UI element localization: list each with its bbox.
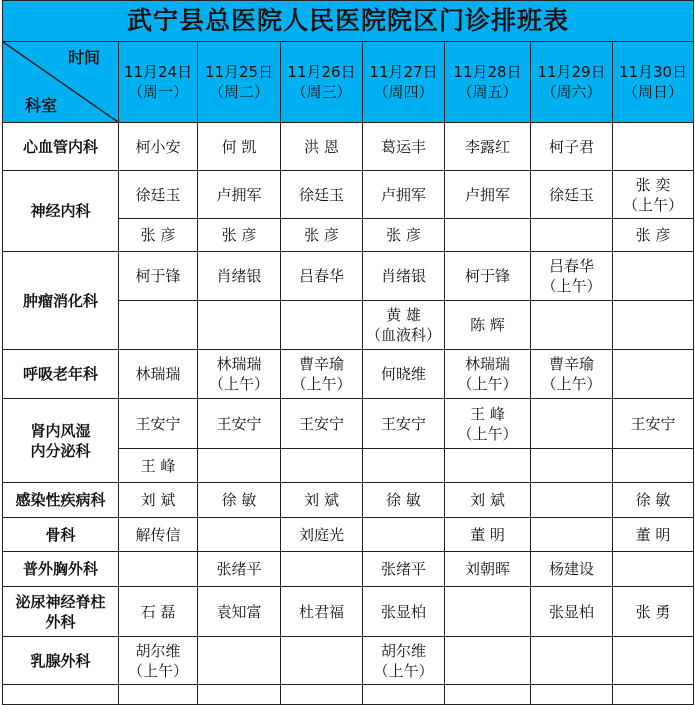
doctor-cell xyxy=(613,552,694,587)
doctor-cell: 刘 斌 xyxy=(445,483,531,518)
day-header: 11月30日 （周日） xyxy=(613,42,694,123)
table-row xyxy=(3,252,694,301)
doctor-cell xyxy=(198,301,281,350)
doctor-cell: 张显柏 xyxy=(363,587,445,637)
doctor-cell xyxy=(531,449,613,483)
doctor-cell: 徐廷玉 xyxy=(281,171,363,219)
doctor-cell xyxy=(198,637,281,685)
table-row xyxy=(3,483,694,518)
doctor-cell xyxy=(119,301,198,350)
doctor-cell xyxy=(531,483,613,518)
doctor-cell: 杜君福 xyxy=(281,587,363,637)
doctor-cell xyxy=(531,518,613,552)
doctor-cell xyxy=(613,350,694,399)
doctor-cell: 柯于锋 xyxy=(445,252,531,301)
doctor-cell: 柯子君 xyxy=(531,123,613,171)
doctor-cell: 李露红 xyxy=(445,123,531,171)
doctor-cell xyxy=(445,637,531,685)
day-header: 11月28日 （周五） xyxy=(445,42,531,123)
doctor-cell: 张 彦 xyxy=(198,219,281,252)
doctor-cell xyxy=(119,552,198,587)
doctor-cell: 徐 敏 xyxy=(198,483,281,518)
doctor-cell xyxy=(198,518,281,552)
table-row xyxy=(3,123,694,171)
department-name: 心血管内科 xyxy=(3,123,119,171)
empty-cell xyxy=(363,685,445,705)
doctor-cell: 张 彦 xyxy=(363,219,445,252)
doctor-cell: 张 彦 xyxy=(281,219,363,252)
doctor-cell: 卢拥军 xyxy=(198,171,281,219)
doctor-cell: 林瑞瑞 xyxy=(119,350,198,399)
doctor-cell: 陈 辉 xyxy=(445,301,531,350)
doctor-cell xyxy=(613,123,694,171)
table-row xyxy=(3,518,694,552)
doctor-cell: 刘 斌 xyxy=(119,483,198,518)
doctor-cell: 肖绪银 xyxy=(198,252,281,301)
doctor-cell: 张 奕 （上午） xyxy=(613,171,694,219)
schedule-table xyxy=(2,0,694,705)
empty-cell xyxy=(281,685,363,705)
table-row xyxy=(3,399,694,449)
department-name: 肾内风湿 内分泌科 xyxy=(3,399,119,483)
doctor-cell xyxy=(531,399,613,449)
doctor-cell: 吕春华 xyxy=(281,252,363,301)
doctor-cell: 张绪平 xyxy=(363,552,445,587)
table-row xyxy=(3,552,694,587)
doctor-cell: 董 明 xyxy=(445,518,531,552)
doctor-cell: 张绪平 xyxy=(198,552,281,587)
doctor-cell: 张 彦 xyxy=(119,219,198,252)
doctor-cell: 刘朝晖 xyxy=(445,552,531,587)
empty-cell xyxy=(119,685,198,705)
doctor-cell: 何 凯 xyxy=(198,123,281,171)
department-name: 呼吸老年科 xyxy=(3,350,119,399)
doctor-cell xyxy=(281,301,363,350)
day-header: 11月29日 （周六） xyxy=(531,42,613,123)
doctor-cell: 徐 敏 xyxy=(613,483,694,518)
doctor-cell: 卢拥军 xyxy=(445,171,531,219)
doctor-cell xyxy=(445,219,531,252)
doctor-cell xyxy=(363,449,445,483)
department-name: 骨科 xyxy=(3,518,119,552)
doctor-cell: 张 勇 xyxy=(613,587,694,637)
doctor-cell xyxy=(531,219,613,252)
doctor-cell: 王安宁 xyxy=(119,399,198,449)
doctor-cell: 张 彦 xyxy=(613,219,694,252)
page-title: 武宁县总医院人民医院院区门诊排班表 xyxy=(3,1,694,42)
doctor-cell xyxy=(613,449,694,483)
doctor-cell xyxy=(445,449,531,483)
department-name: 肿瘤消化科 xyxy=(3,252,119,350)
doctor-cell: 王安宁 xyxy=(198,399,281,449)
empty-cell xyxy=(445,685,531,705)
department-name: 神经内科 xyxy=(3,171,119,252)
doctor-cell: 曹辛瑜 （上午） xyxy=(531,350,613,399)
empty-cell xyxy=(3,685,119,705)
doctor-cell: 王安宁 xyxy=(281,399,363,449)
department-name: 乳腺外科 xyxy=(3,637,119,685)
doctor-cell: 胡尔维 （上午） xyxy=(119,637,198,685)
table-row xyxy=(3,171,694,219)
doctor-cell xyxy=(531,301,613,350)
doctor-cell: 王安宁 xyxy=(613,399,694,449)
doctor-cell: 刘庭光 xyxy=(281,518,363,552)
doctor-cell: 王 峰 （上午） xyxy=(445,399,531,449)
doctor-cell: 洪 恩 xyxy=(281,123,363,171)
doctor-cell xyxy=(363,518,445,552)
doctor-cell xyxy=(281,552,363,587)
doctor-cell: 曹辛瑜 （上午） xyxy=(281,350,363,399)
doctor-cell: 葛运丰 xyxy=(363,123,445,171)
doctor-cell xyxy=(613,301,694,350)
doctor-cell: 林瑞瑞 （上午） xyxy=(445,350,531,399)
doctor-cell xyxy=(613,637,694,685)
doctor-cell: 刘 斌 xyxy=(281,483,363,518)
department-name: 泌尿神经脊柱 外科 xyxy=(3,587,119,637)
doctor-cell: 何晓维 xyxy=(363,350,445,399)
doctor-cell: 王 峰 xyxy=(119,449,198,483)
table-row xyxy=(3,685,694,705)
table-row xyxy=(3,350,694,399)
empty-cell xyxy=(531,685,613,705)
doctor-cell: 张显柏 xyxy=(531,587,613,637)
doctor-cell: 徐廷玉 xyxy=(119,171,198,219)
time-label: 时间 xyxy=(67,48,100,67)
empty-cell xyxy=(198,685,281,705)
doctor-cell: 石 磊 xyxy=(119,587,198,637)
day-header: 11月25日 （周二） xyxy=(198,42,281,123)
empty-cell xyxy=(613,685,694,705)
doctor-cell: 胡尔维 （上午） xyxy=(363,637,445,685)
doctor-cell: 袁知富 xyxy=(198,587,281,637)
department-name: 普外胸外科 xyxy=(3,552,119,587)
doctor-cell xyxy=(613,252,694,301)
doctor-cell: 解传信 xyxy=(119,518,198,552)
diagonal-line xyxy=(3,42,118,122)
doctor-cell: 林瑞瑞 （上午） xyxy=(198,350,281,399)
doctor-cell: 徐廷玉 xyxy=(531,171,613,219)
table-row xyxy=(3,587,694,637)
day-header: 11月27日 （周四） xyxy=(363,42,445,123)
doctor-cell: 吕春华 （上午） xyxy=(531,252,613,301)
doctor-cell xyxy=(531,637,613,685)
doctor-cell xyxy=(281,637,363,685)
doctor-cell: 柯于锋 xyxy=(119,252,198,301)
doctor-cell xyxy=(198,449,281,483)
table-row xyxy=(3,637,694,685)
doctor-cell xyxy=(281,449,363,483)
doctor-cell: 董 明 xyxy=(613,518,694,552)
doctor-cell xyxy=(445,587,531,637)
doctor-cell: 徐 敏 xyxy=(363,483,445,518)
day-header: 11月26日 （周三） xyxy=(281,42,363,123)
day-header: 11月24日 （周一） xyxy=(119,42,198,123)
doctor-cell: 王安宁 xyxy=(363,399,445,449)
doctor-cell: 柯小安 xyxy=(119,123,198,171)
doctor-cell: 黄 雄 （血液科） xyxy=(363,301,445,350)
doctor-cell: 肖绪银 xyxy=(363,252,445,301)
doctor-cell: 卢拥军 xyxy=(363,171,445,219)
doctor-cell: 杨建设 xyxy=(531,552,613,587)
corner-header xyxy=(3,42,119,123)
dept-label: 科室 xyxy=(25,96,58,115)
department-name: 感染性疾病科 xyxy=(3,483,119,518)
